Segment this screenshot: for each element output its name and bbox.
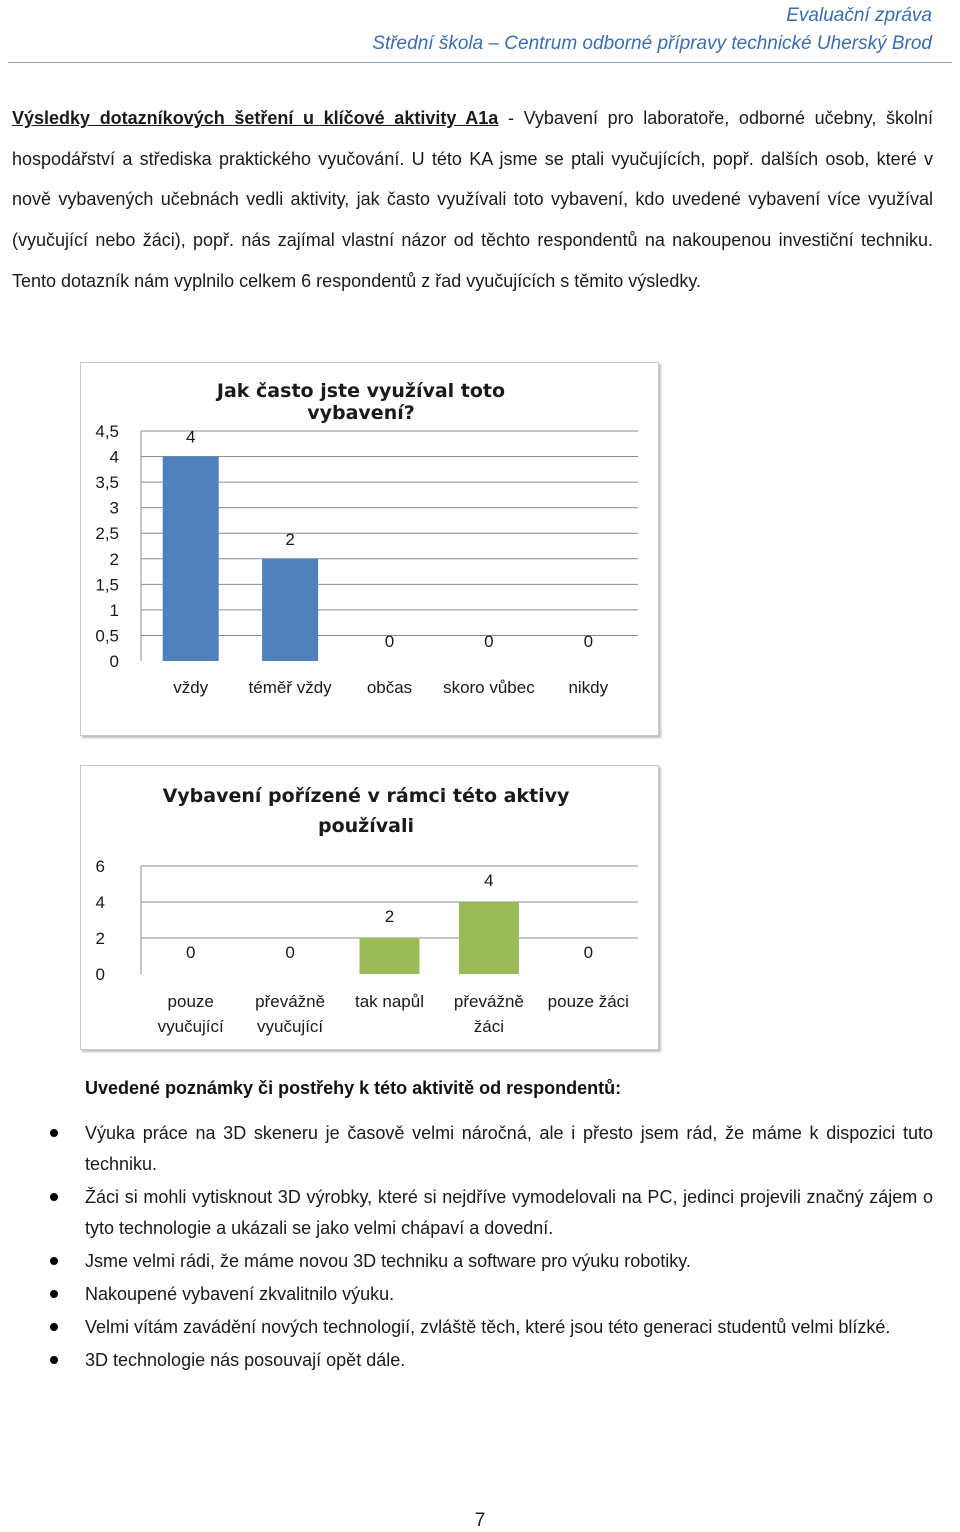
- note-text: Jsme velmi rádi, že máme novou 3D techniku a software pro výuku robotiky.: [85, 1251, 691, 1271]
- list-item: [50, 1246, 933, 1277]
- x-tick-label-line: vyučující: [257, 1017, 324, 1036]
- chart-who-used-equipment: [80, 765, 659, 1050]
- y-tick-label: 2,5: [95, 524, 119, 544]
- notes-list: [50, 1118, 933, 1378]
- y-tick-label: 0: [109, 652, 119, 671]
- y-tick-label: 6: [95, 857, 105, 876]
- x-tick-label: [255, 992, 325, 1036]
- x-tick-label: [355, 992, 424, 1011]
- data-label: 2: [285, 529, 295, 549]
- y-tick-label: 4,5: [95, 422, 119, 441]
- notes-heading: Uvedené poznámky či postřehy k této aktivitě od respondentů:: [85, 1078, 622, 1098]
- x-tick-label-line: vždy: [173, 678, 209, 697]
- bar: [360, 938, 420, 974]
- intro-paragraph: [12, 98, 933, 302]
- bullet-icon: [50, 1323, 58, 1331]
- list-item: [50, 1118, 933, 1180]
- note-text: Žáci si mohli vytisknout 3D výrobky, které si nejdříve vymodelovali na PC, jedinci projevili značný zájem o tyto technologie a ukázali se jako velmi chápaví a dovední.: [85, 1187, 933, 1238]
- data-label: 0: [185, 943, 196, 962]
- header-title: Evaluační zpráva: [786, 5, 932, 26]
- data-label: 0: [583, 632, 594, 651]
- data-label: 0: [285, 943, 295, 962]
- y-tick-label: 4: [109, 447, 119, 467]
- x-tick-label: [173, 678, 208, 697]
- bullet-icon: [50, 1257, 58, 1265]
- y-tick-label: 1,5: [95, 575, 119, 595]
- bullet-icon: [50, 1290, 58, 1298]
- header-divider: [8, 62, 952, 63]
- x-tick-label-line: tak napůl: [355, 992, 424, 1011]
- bullet-icon: [50, 1129, 58, 1137]
- chart-frequency-of-use: [80, 362, 659, 736]
- page-number: 7: [474, 1510, 486, 1531]
- list-item: [50, 1312, 933, 1343]
- note-text: 3D technologie nás posouvají opět dále.: [85, 1350, 406, 1370]
- list-item: [50, 1345, 933, 1376]
- y-tick-label: 1: [109, 600, 119, 620]
- bar: [459, 902, 519, 974]
- header-school-name: Střední škola – Centrum odborné přípravy technické Uherský Brod: [372, 33, 932, 54]
- y-tick-label: 2: [95, 929, 105, 948]
- bullet-icon: [50, 1356, 58, 1364]
- x-tick-label-line: občas: [366, 678, 413, 697]
- y-tick-label: 3,5: [95, 473, 119, 493]
- y-tick-label: 0,5: [95, 626, 119, 646]
- list-item: [50, 1279, 933, 1310]
- chart-plot: [81, 766, 658, 1049]
- x-tick-label-line: skoro vůbec: [443, 678, 535, 697]
- intro-text: - Vybavení pro laboratoře, odborné učebny, školní hospodářství a střediska praktického vyučování. U této KA jsme se ptali vyučujících, popř. dalších osob, které v nově vybavených učebnách vedli aktivity, jak často využívali toto vybavení, kdo uvedené vybavení více využíval (vyučující nebo žáci), popř. nás zajímal vlastní názor od těchto respondentů na nakoupenou investiční techniku. Tento dotazník nám vyplnilo celkem 6 respondentů z řad vyučujících s těmito výsledky.: [12, 108, 933, 291]
- x-tick-label: [454, 992, 524, 1036]
- x-tick-label: [548, 992, 629, 1011]
- data-label: 0: [384, 632, 395, 651]
- x-tick-label: [158, 992, 224, 1036]
- x-tick-label-line: pouze: [167, 992, 214, 1011]
- x-tick-label-line: převážně: [255, 992, 326, 1011]
- data-label: 2: [384, 907, 395, 926]
- y-tick-label: 4: [95, 893, 105, 912]
- data-label: 4: [484, 871, 494, 890]
- x-tick-label-line: vyučující: [157, 1017, 224, 1036]
- data-label: 0: [583, 943, 594, 962]
- x-tick-label: [249, 678, 333, 697]
- x-tick-label-line: pouze žáci: [547, 992, 629, 1011]
- x-tick-label: [367, 678, 412, 697]
- x-tick-label-line: téměř vždy: [248, 678, 332, 697]
- y-tick-label: 2: [109, 549, 119, 569]
- chart-plot: [81, 363, 658, 735]
- intro-bold-title: Výsledky dotazníkových šetření u klíčové aktivity A1a: [12, 108, 499, 128]
- chart-title: Jak často jste využíval toto vybavení?: [216, 380, 506, 424]
- y-tick-label: 3: [109, 498, 119, 518]
- x-tick-label-line: žáci: [473, 1017, 505, 1036]
- list-item: [50, 1182, 933, 1244]
- data-label: 0: [484, 632, 494, 651]
- note-text: Výuka práce na 3D skeneru je časově velmi náročná, ale i přesto jsem rád, že máme k dispozici tuto techniku.: [85, 1123, 933, 1174]
- document-header: [232, 2, 932, 58]
- note-text: Velmi vítám zavádění nových technologií, zvláště těch, které jsou této generaci studentů velmi blízké.: [85, 1317, 891, 1337]
- chart-title: Vybavení pořízené v rámci této aktivy používali: [162, 785, 570, 837]
- x-tick-label-line: nikdy: [568, 678, 609, 697]
- note-text: Nakoupené vybavení zkvalitnilo výuku.: [85, 1284, 395, 1304]
- bullet-icon: [50, 1193, 58, 1201]
- x-tick-label-line: převážně: [453, 992, 524, 1011]
- bar: [262, 559, 318, 661]
- x-tick-label: [443, 678, 535, 697]
- x-tick-label: [568, 678, 608, 697]
- y-tick-label: 0: [95, 965, 105, 984]
- data-label: 4: [185, 427, 196, 447]
- bar: [163, 457, 219, 661]
